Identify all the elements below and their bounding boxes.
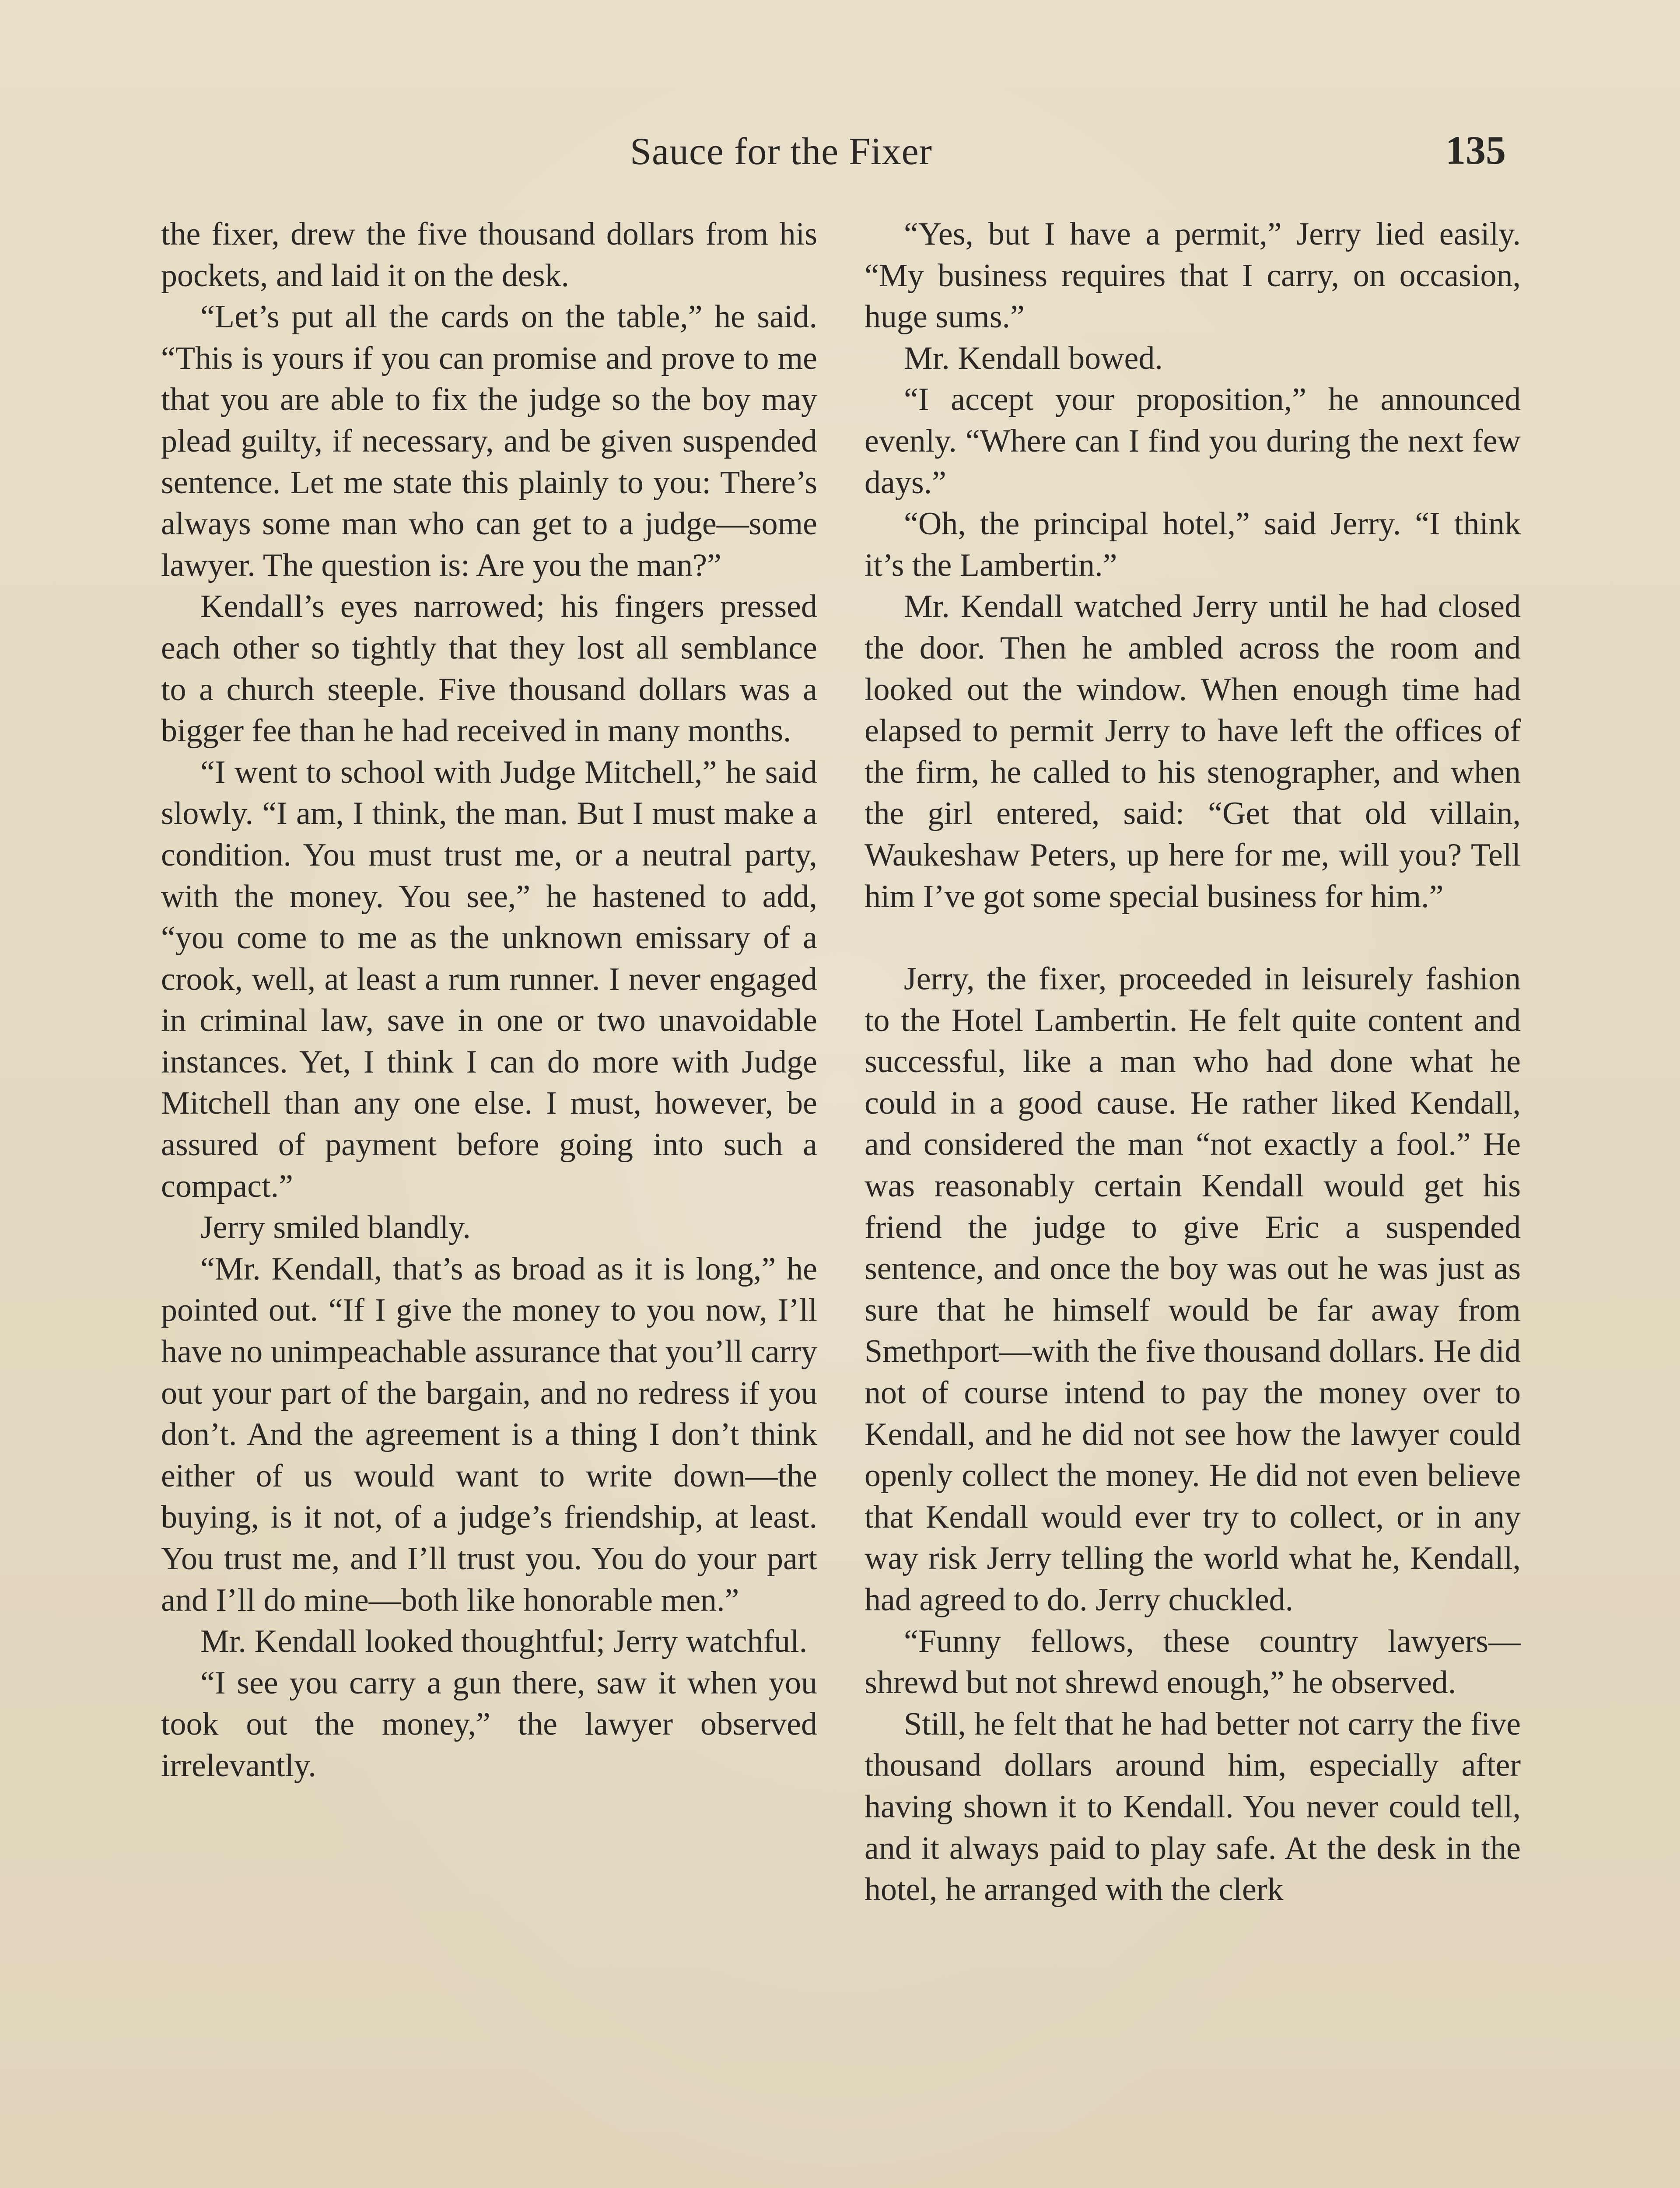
running-title: Sauce for the Fixer [630, 130, 932, 173]
paragraph: “I see you carry a gun there, saw it when you took out the money,” the lawyer observed irrelevantly. [161, 1665, 817, 1784]
paragraph: “Oh, the principal hotel,” said Jerry. “I think it’s the Lambertin.” [864, 506, 1521, 583]
paragraph: Jerry smiled blandly. [200, 1210, 471, 1246]
paragraph: the fixer, drew the five thousand dollars from his pockets, and laid it on the desk. [161, 216, 817, 294]
paragraph: “Let’s put all the cards on the table,” he said. “This is yours if you can promise and prove to me that you are able to fix the judge so the boy may plead guilty, if necessary, and be given suspended sentence. Let me state this plainly to you: There’s always some man who can get to a judge—some lawyer. The question is: Are you the man?” [161, 299, 817, 583]
paragraph: “Funny fellows, these country lawyers—shrewd but not shrewd enough,” he observed. [864, 1623, 1521, 1701]
paragraph: Mr. Kendall bowed. [904, 340, 1163, 376]
paragraph: “Yes, but I have a permit,” Jerry lied easily. “My business requires that I carry, on occasion, huge sums.” [864, 216, 1521, 335]
left-text-column [161, 214, 817, 1787]
paragraph: Kendall’s eyes narrowed; his fingers pressed each other so tightly that they lost all semblance to a church steeple. Five thousand dollars was a bigger fee than he had received in many months. [161, 589, 817, 749]
paragraph: “Mr. Kendall, that’s as broad as it is long,” he pointed out. “If I give the money to you now, I’ll have no unimpeachable assurance that you’ll carry out your part of the bargain, and no redress if you don’t. And the agreement is a thing I don’t think either of us would want to write down—the buying, is it not, of a judge’s friendship, at least. You trust me, and I’ll trust you. You do your part and I’ll do mine—both like honorable men.” [161, 1251, 817, 1618]
paragraph: Mr. Kendall watched Jerry until he had closed the door. Then he ambled across the room and looked out the window. When enough time had elapsed to permit Jerry to have left the offices of the firm, he called to his stenographer, and when the girl entered, said: “Get that old villain, Waukeshaw Peters, up here for me, will you? Tell him I’ve got some special business for him.” [864, 589, 1521, 915]
page-number: 135 [1446, 128, 1506, 172]
paragraph: “I accept your proposition,” he announced evenly. “Where can I find you during the next few days.” [864, 382, 1521, 501]
paragraph: Mr. Kendall looked thoughtful; Jerry watchful. [200, 1623, 808, 1660]
right-text-column [864, 214, 1521, 1911]
paragraph: Jerry, the fixer, proceeded in leisurely fashion to the Hotel Lambertin. He felt quite content and successful, like a man who had done what he could in a good cause. He rather liked Kendall, and considered the man “not exactly a fool.” He was reasonably certain Kendall would get his friend the judge to give Eric a suspended sentence, and once the boy was out he was just as sure that he himself would be far away from Smethport—with the five thousand dollars. He did not of course intend to pay the money over to Kendall, and he did not see how the lawyer could openly collect the money. He did not even believe that Kendall would ever try to collect, or in any way risk Jerry telling the world what he, Kendall, had agreed to do. Jerry chuckled. [864, 961, 1521, 1618]
paragraph: Still, he felt that he had better not carry the five thousand dollars around him, especially after having shown it to Kendall. You never could tell, and it always paid to play safe. At the desk in the hotel, he arranged with the clerk [864, 1706, 1521, 1908]
paragraph: “I went to school with Judge Mitchell,” he said slowly. “I am, I think, the man. But I must make a condition. You must trust me, or a neutral party, with the money. You see,” he hastened to add, “you come to me as the unknown emissary of a crook, well, at least a rum runner. I never engaged in criminal law, save in one or two unavoidable instances. Yet, I think I can do more with Judge Mitchell than any one else. I must, however, be assured of payment before going into such a compact.” [161, 754, 817, 1204]
